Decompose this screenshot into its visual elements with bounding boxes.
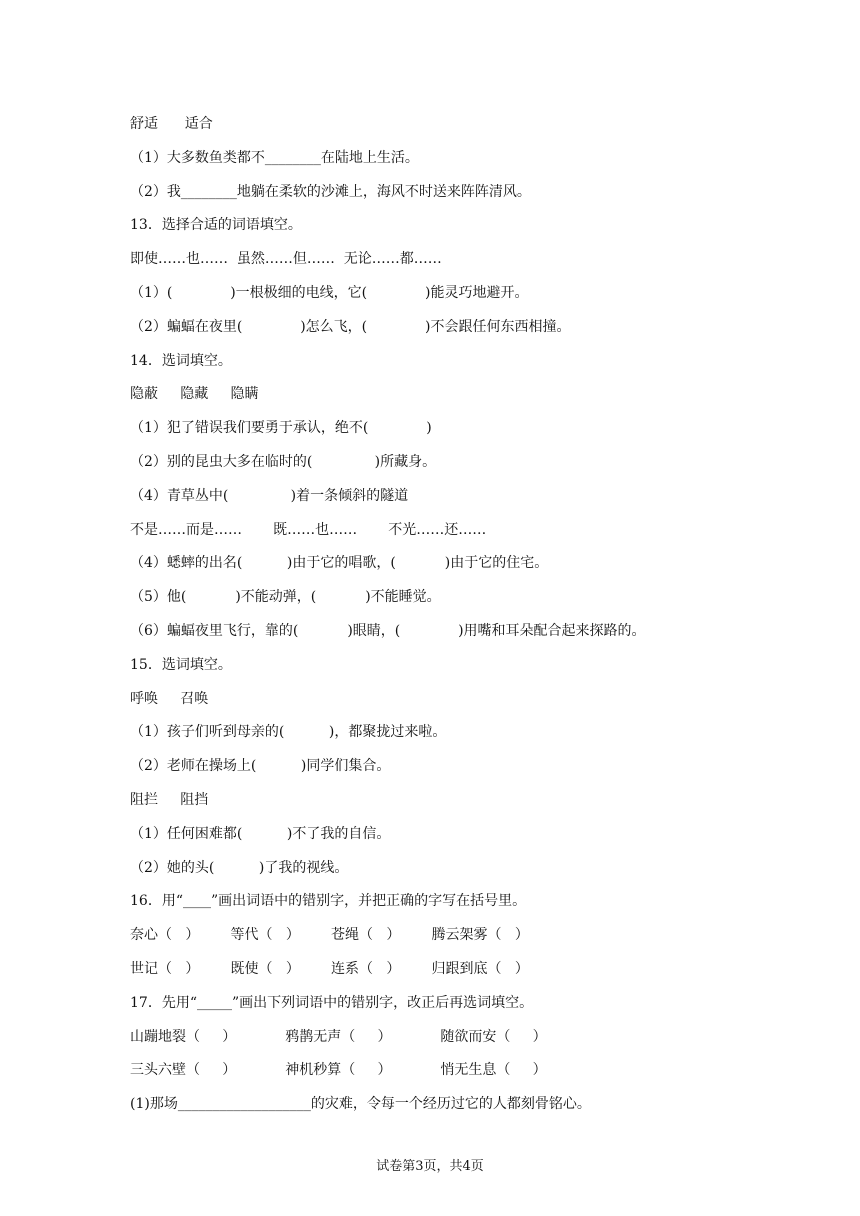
text-line: 14．选词填空。 — [130, 352, 232, 369]
text-line: (1)那场___________________的灾难，令每一个经历过它的人都刻骨铭心。 — [130, 1096, 591, 1113]
page-footer: 试卷第3页，共4页 — [376, 1159, 484, 1174]
text-line: （5）他( )不能动弹，( )不能睡觉。 — [130, 589, 441, 606]
text-line: （2）老师在操场上( )同学们集合。 — [130, 758, 391, 775]
text-line: （2）我________地躺在柔软的沙滩上，海风不时送来阵阵清风。 — [130, 183, 531, 200]
text-line: （1）( )一根极细的电线，它( )能灵巧地避开。 — [130, 284, 529, 301]
text-line: 三头六壁（ ） 神机秒算（ ） 悄无生息（ ） — [130, 1062, 547, 1079]
text-line: 16．用“____”画出词语中的错别字，并把正确的字写在括号里。 — [130, 893, 527, 910]
text-line: （2）她的头( )了我的视线。 — [130, 859, 349, 876]
text-line: 世记（ ） 既使（ ） 连系（ ） 归跟到底（ ） — [130, 960, 529, 977]
text-line: 奈心（ ） 等代（ ） 苍绳（ ） 腾云架雾（ ） — [130, 927, 529, 944]
text-line: 山蹦地裂（ ） 鸦鹊无声（ ） 随欲而安（ ） — [130, 1028, 547, 1045]
text-line: 15．选词填空。 — [130, 656, 232, 673]
text-line: （2）别的昆虫大多在临时的( )所藏身。 — [130, 453, 437, 470]
text-line: 阻拦 阻挡 — [130, 791, 209, 808]
text-line: 不是……而是…… 既……也…… 不光……还…… — [130, 521, 487, 538]
text-line: （4）青草丛中( )着一条倾斜的隧道 — [130, 487, 409, 504]
text-line: 舒适 适合 — [130, 116, 213, 132]
text-line: 即使……也…… 虽然……但…… 无论……都…… — [130, 251, 442, 268]
text-line: 隐蔽 隐藏 隐瞒 — [130, 386, 259, 403]
text-line: （1）孩子们听到母亲的( )，都聚拢过来啦。 — [130, 724, 447, 741]
text-line: （1）犯了错误我们要勇于承认，绝不( ) — [130, 420, 432, 437]
text-line: （1）任何困难都( )不了我的自信。 — [130, 825, 391, 842]
text-line: （2）蝙蝠在夜里( )怎么飞，( )不会跟任何东西相撞。 — [130, 318, 571, 335]
text-line: （1）大多数鱼类都不________在陆地上生活。 — [130, 149, 419, 166]
text-line: （6）蝙蝠夜里飞行，靠的( )眼睛，( )用嘴和耳朵配合起来探路的。 — [130, 622, 646, 639]
text-line: 17．先用“_____”画出下列词语中的错别字，改正后再选词填空。 — [130, 994, 534, 1011]
text-line: 13．选择合适的词语填空。 — [130, 217, 302, 234]
text-line: （4）蟋蟀的出名( )由于它的唱歌，( )由于它的住宅。 — [130, 555, 549, 572]
page-content — [130, 108, 750, 1122]
text-line: 呼唤 召唤 — [130, 690, 209, 707]
